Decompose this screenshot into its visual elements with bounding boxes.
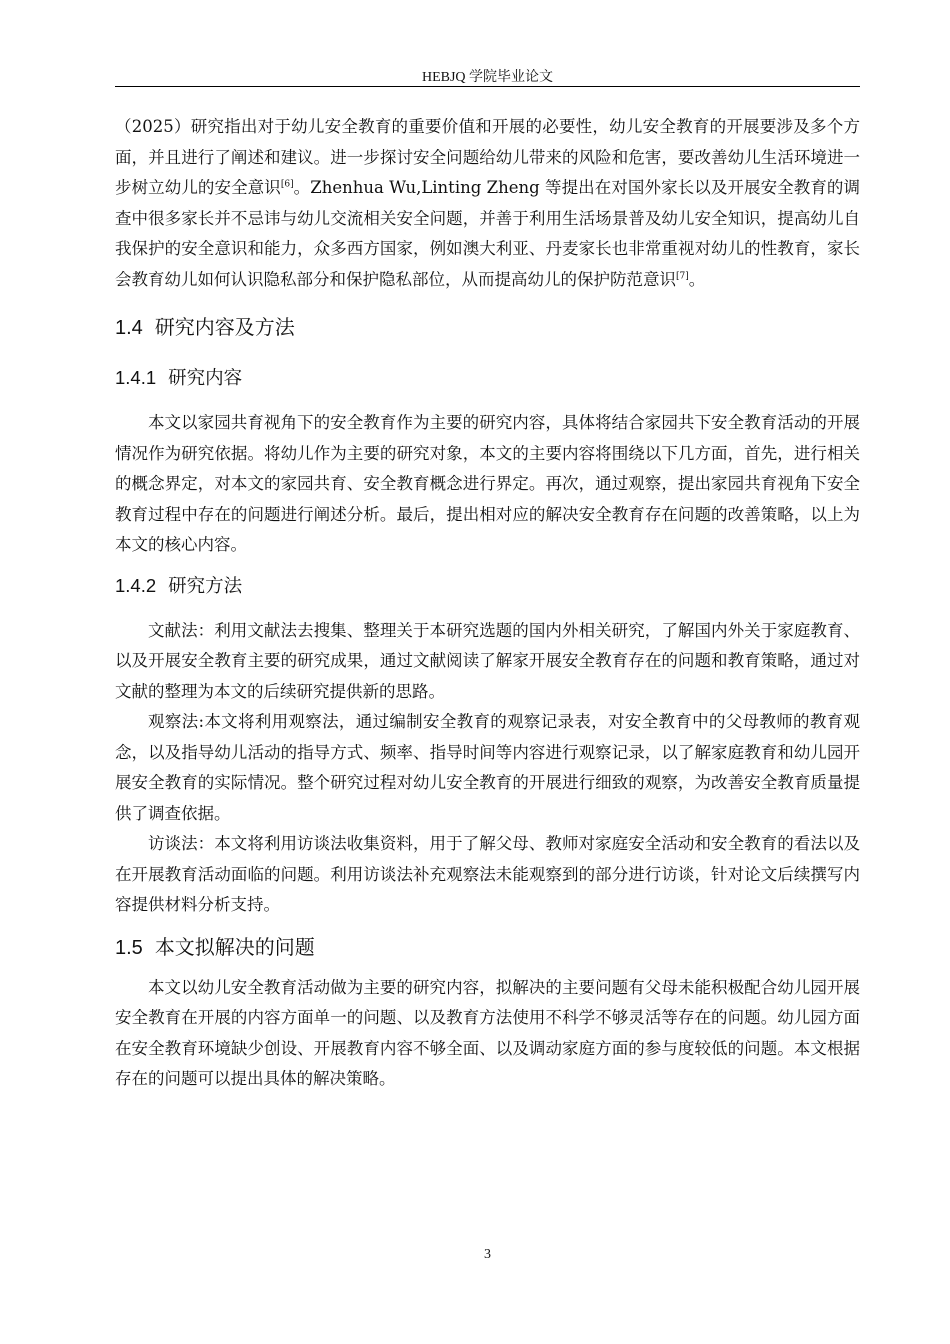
research-content-paragraph: 本文以家园共育视角下的安全教育作为主要的研究内容，具体将结合家园共下安全教育活动的开展情况作为研究依据。将幼儿作为主要的研究对象，本文的主要内容将围绕以下几方面，首先，进行相关的概念界定，对本文的家园共育、安全教育概念进行界定。再次，通过观察，提出家园共育视角下安全教育过程中存在的问题进行阐述分析。最后，提出相对应的解决安全教育存在问题的改善策略，以上为本文的核心内容。 [115,413,860,554]
section-number: 1.5 [115,936,143,959]
page-body [115,112,860,1095]
section-heading-1-5 [115,931,860,965]
section-title: 研究内容及方法 [154,315,295,339]
problems-paragraph: 本文以幼儿安全教育活动做为主要的研究内容，拟解决的主要问题有父母未能积极配合幼儿园开展安全教育在开展的内容方面单一的问题、以及教育方法使用不科学不够灵活等存在的问题。幼儿园方面在安全教育环境缺少创设、开展教育内容不够全面、以及调动家庭方面的参与度较低的问题。本文根据存在的问题可以提出具体的解决策略。 [115,977,860,1088]
citation-7: [7] [676,271,689,281]
header-rule [115,86,860,87]
intro-text-3: 。 [688,269,706,289]
intro-paragraph [115,112,860,295]
method-interview-paragraph: 访谈法：本文将利用访谈法收集资料，用于了解父母、教师对家庭安全活动和安全教育的看法以及在开展教育活动面临的问题。利用访谈法补充观察法未能观察到的部分进行访谈，针对论文后续撰写内容提供材料分析支持。 [115,834,860,914]
citation-6: [6] [280,179,294,190]
section-number: 1.4 [115,317,143,339]
method-observation-paragraph: 观察法:本文将利用观察法，通过编制安全教育的观察记录表，对安全教育中的父母教师的教育观念，以及指导幼儿活动的指导方式、频率、指导时间等内容进行观察记录，以了解家庭教育和幼儿园开展安全教育的实际情况。整个研究过程对幼儿安全教育的开展进行细致的观察，为改善安全教育质量提供了调查依据。 [115,712,860,823]
section-heading-1-4-2 [115,572,860,606]
section-title: 研究方法 [168,575,243,597]
section-heading-1-4 [115,311,860,345]
section-number: 1.4.2 [115,574,157,596]
page-number: 3 [484,1247,491,1262]
method-literature-paragraph: 文献法：利用文献法去搜集、整理关于本研究选题的国内外相关研究，了解国内外关于家庭教育、以及开展安全教育主要的研究成果，通过文献阅读了解家开展安全教育存在的问题和教育策略，通过对文献的整理为本文的后续研究提供新的思路。 [115,620,860,701]
intro-text-2: 。Zhenhua Wu,Linting Zheng 等提出在对国外家长以及开展安全教育的调查中很多家长并不忌讳与幼儿交流相关安全问题，并善于利用生活场景普及幼儿安全知识，提高幼儿自我保护的安全意识和能力，众多西方国家，例如澳大利亚、丹麦家长也非常重视对幼儿的性教育，家长会教育幼儿如何认识隐私部分和保护隐私部位，从而提高幼儿的保护防范意识 [115,178,860,289]
section-number: 1.4.1 [115,367,157,388]
section-title: 研究内容 [168,368,243,389]
section-title: 本文拟解决的问题 [154,934,315,959]
section-heading-1-4-1 [115,364,860,398]
running-header: HEBJQ 学院毕业论文 [421,70,554,85]
intro-text-1: （2025）研究指出对于幼儿安全教育的重要价值和开展的必要性，幼儿安全教育的开展要涉及多个方面，并且进行了阐述和建议。进一步探讨安全问题给幼儿带来的风险和危害，要改善幼儿生活环境进一步树立幼儿的安全意识 [115,117,860,197]
